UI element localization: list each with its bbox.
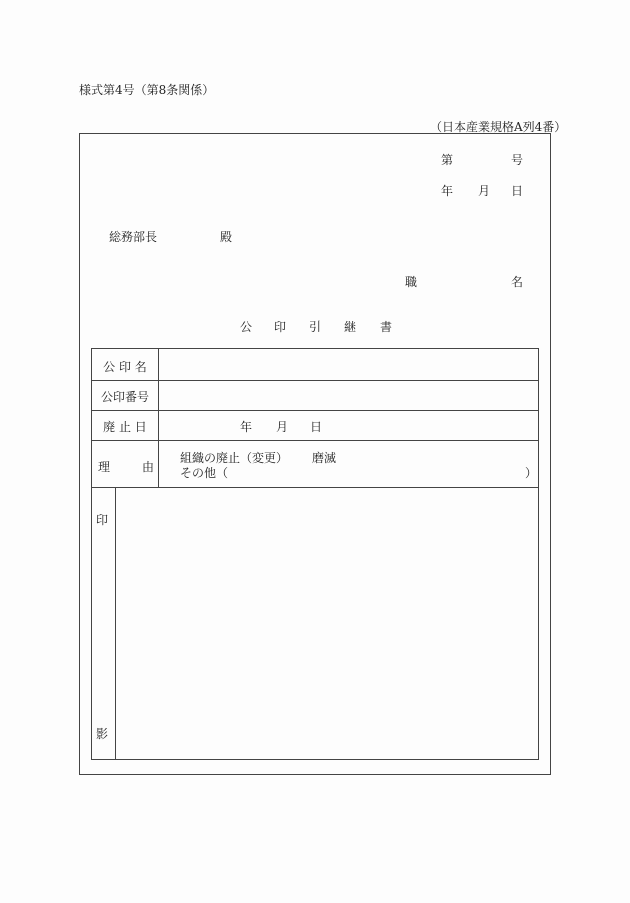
- seal-name-label: 公 印 名: [103, 360, 147, 374]
- doc-title-char-5: 書: [380, 320, 393, 334]
- number-suffix: 号: [511, 153, 524, 167]
- reason-label-right: 由: [142, 460, 155, 474]
- form-id: 様式第4号（第8条関係）: [79, 83, 215, 97]
- doc-title-char-1: 公: [240, 320, 253, 334]
- abolish-month: 月: [276, 420, 289, 434]
- abolish-year: 年: [240, 420, 253, 434]
- doc-title-char-2: 印: [274, 320, 287, 334]
- date-month: 月: [478, 184, 491, 198]
- reason-option-other-close: ）: [525, 466, 538, 480]
- impression-label-bottom: 影: [96, 727, 109, 741]
- transfer-table: [91, 348, 539, 760]
- addressee-honorific: 殿: [220, 230, 233, 244]
- abolish-day: 日: [310, 420, 323, 434]
- reason-option-org: 組織の廃止（変更）: [180, 451, 289, 465]
- impression-label-top: 印: [96, 513, 109, 527]
- sender-position: 職: [405, 275, 418, 289]
- reason-label-left: 理: [98, 460, 111, 474]
- abolish-date-label: 廃 止 日: [103, 420, 147, 434]
- number-prefix: 第: [441, 153, 454, 167]
- addressee-title: 総務部長: [109, 230, 158, 244]
- sender-name: 名: [511, 275, 524, 289]
- date-year: 年: [441, 184, 454, 198]
- doc-title-char-3: 引: [309, 320, 322, 334]
- reason-option-other: その他（: [180, 466, 229, 480]
- seal-number-label: 公印番号: [100, 390, 149, 404]
- reason-option-wear: 磨滅: [312, 451, 337, 465]
- date-day: 日: [511, 184, 524, 198]
- doc-title-char-4: 継: [344, 320, 357, 334]
- paper-size-note: （日本産業規格A列4番）: [430, 120, 567, 134]
